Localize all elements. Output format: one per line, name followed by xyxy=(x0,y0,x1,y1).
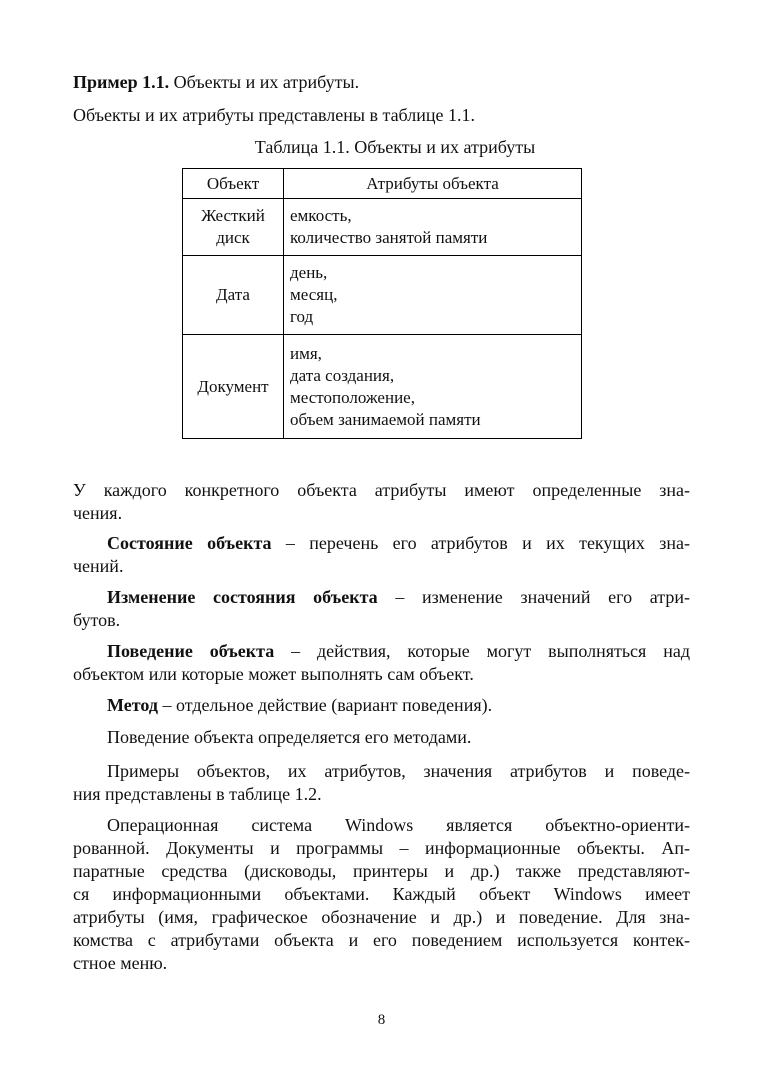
defined-term: Метод xyxy=(107,695,158,715)
header-object: Объект xyxy=(183,169,284,199)
paragraph-line: комства с атрибутами объекта и его поведением используется контек- xyxy=(73,930,690,950)
paragraph xyxy=(73,479,690,525)
table-row xyxy=(183,256,582,335)
paragraph-line: объектом или которые может выполнять сам объект. xyxy=(73,664,474,684)
object-line: Жесткий xyxy=(201,206,265,225)
attribute-line: дата создания, xyxy=(290,365,395,385)
paragraph-line: У каждого конкретного объекта атрибуты имеют определенные зна- xyxy=(73,480,690,500)
attributes-cell xyxy=(284,199,582,256)
paragraph-line: чения. xyxy=(73,503,123,523)
object-line: Документ xyxy=(197,376,269,396)
intro-text: Объекты и их атрибуты представлены в таблице 1.1. xyxy=(73,105,476,125)
attribute-line: месяц, xyxy=(290,285,338,304)
object-cell xyxy=(183,199,284,256)
attribute-line: количество занятой памяти xyxy=(290,228,488,247)
paragraph xyxy=(73,760,690,806)
paragraph-line: чений. xyxy=(73,556,124,576)
paragraph-line: Метод – отдельное действие (вариант поведения). xyxy=(107,695,493,715)
example-heading xyxy=(73,71,690,94)
paragraph xyxy=(73,814,690,975)
attribute-line: местоположение, xyxy=(290,387,415,407)
paragraph-line: стное меню. xyxy=(73,953,168,973)
table-row xyxy=(183,199,582,256)
attributes-cell xyxy=(284,335,582,439)
paragraph-line: паратные средства (дисководы, принтеры и др.) также представляют- xyxy=(73,861,690,881)
paragraph-line: Поведение объекта определяется его методами. xyxy=(107,727,472,747)
attributes-table xyxy=(182,168,582,439)
attribute-line: емкость, xyxy=(290,206,352,225)
paragraph xyxy=(73,726,690,749)
paragraph-definition xyxy=(73,694,690,717)
paragraph-line: Поведение объекта – действия, которые могут выполняться над xyxy=(107,641,690,661)
table-caption: Таблица 1.1. Объекты и их атрибуты xyxy=(254,137,536,157)
object-line: диск xyxy=(216,228,250,247)
paragraph-line: бутов. xyxy=(73,610,121,630)
defined-term: Поведение объекта xyxy=(107,641,275,661)
example-label: Пример 1.1. xyxy=(73,72,170,92)
paragraph-line: Операционная система Windows является объектно-ориенти- xyxy=(107,815,690,835)
paragraph-line: Состояние объекта – перечень его атрибутов и их текущих зна- xyxy=(107,533,690,553)
paragraph-line: Примеры объектов, их атрибутов, значения атрибутов и поведе- xyxy=(107,761,690,781)
paragraph-definition xyxy=(73,532,690,578)
defined-term: Состояние объекта xyxy=(107,533,272,553)
example-title: Объекты и их атрибуты. xyxy=(169,72,360,92)
attribute-line: имя, xyxy=(290,343,322,363)
object-cell xyxy=(183,256,284,335)
header-attributes: Атрибуты объекта xyxy=(284,169,582,199)
table-header-row xyxy=(183,169,582,199)
defined-term: Изменение состояния объекта xyxy=(107,587,378,607)
paragraph-line: ния представлены в таблице 1.2. xyxy=(73,784,322,804)
paragraph-line: ся информационными объектами. Каждый объект Windows имеет xyxy=(73,884,690,904)
page-number: 8 xyxy=(377,1012,386,1028)
attribute-line: день, xyxy=(290,263,328,282)
attribute-line: объем занимаемой памяти xyxy=(290,409,481,429)
attribute-line: год xyxy=(290,307,314,326)
object-cell xyxy=(183,335,284,439)
paragraph-definition xyxy=(73,586,690,632)
attributes-cell xyxy=(284,256,582,335)
paragraph-definition xyxy=(73,640,690,686)
table-row xyxy=(183,335,582,439)
paragraph-line: рованной. Документы и программы – информационные объекты. Ап- xyxy=(73,838,690,858)
object-line: Дата xyxy=(216,285,250,304)
paragraph-line: атрибуты (имя, графическое обозначение и др.) и поведение. Для зна- xyxy=(73,907,690,927)
paragraph-line: Изменение состояния объекта – изменение значений его атри- xyxy=(107,587,691,607)
